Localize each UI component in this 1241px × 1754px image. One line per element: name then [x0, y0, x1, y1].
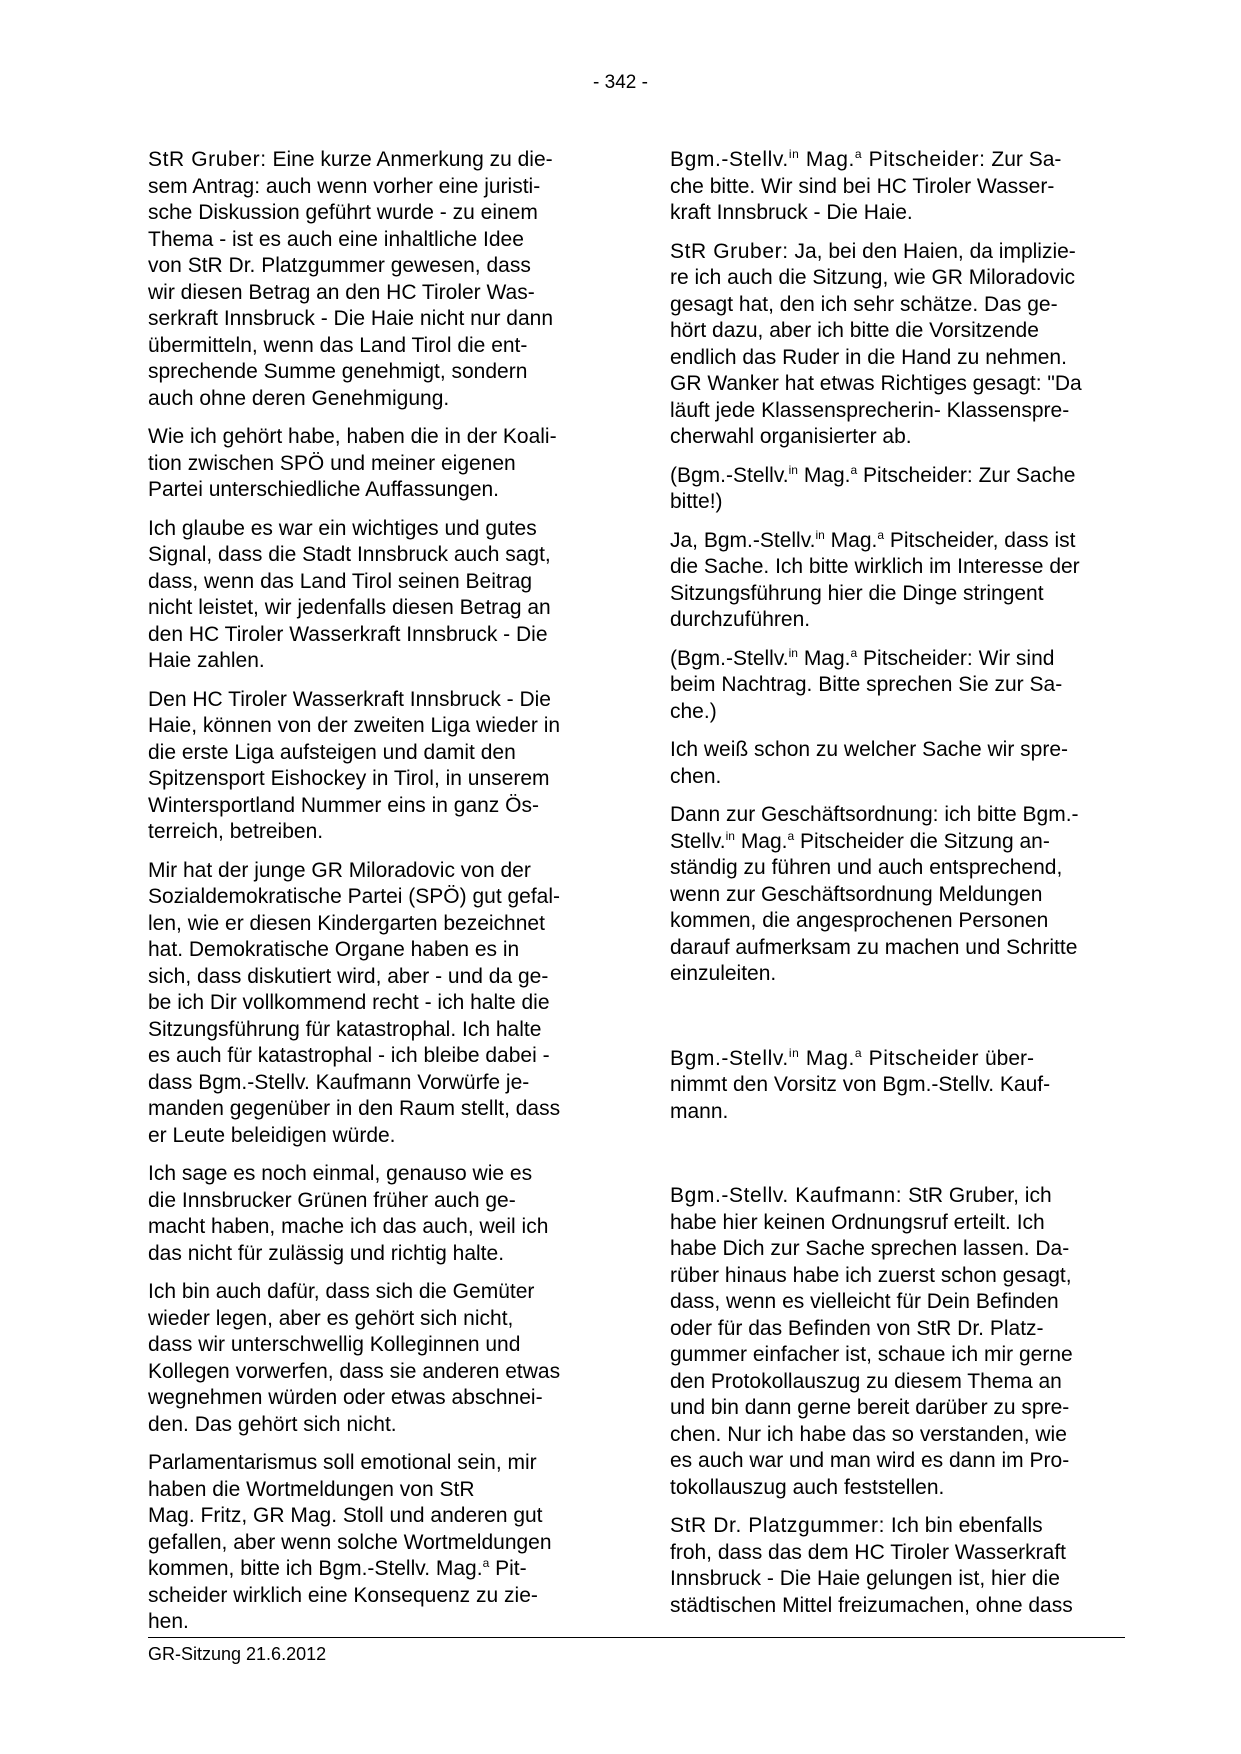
text-line: (Bgm.-Stellv.$^{in}$ Mag.$^a$ Pitscheider: Zur Sache	[670, 462, 1076, 487]
text-line: sich, dass diskutiert wird, aber - und da ge-	[148, 964, 549, 988]
text-line: kraft Innsbruck - Die Haie.	[670, 201, 913, 224]
paragraph	[670, 1183, 1130, 1501]
speaker-name: Bgm.-Stellv.$^{in}$ Mag.$^a$ Pitscheider	[670, 1045, 980, 1070]
text-line: läuft jede Klassensprecherin- Klassenspre-	[670, 398, 1070, 422]
text-line: scheider wirklich eine Konsequenz zu zie-	[148, 1583, 538, 1607]
text-line: Zur Sa-	[985, 148, 1062, 171]
text-line: die erste Liga aufsteigen und damit den	[148, 740, 516, 764]
paragraph	[670, 528, 1130, 634]
text-line: Kollegen vorwerfen, dass sie anderen etwas	[148, 1359, 561, 1383]
text-line: (Bgm.-Stellv.$^{in}$ Mag.$^a$ Pitscheider: Wir sind	[670, 645, 1055, 670]
paragraph	[670, 239, 1130, 451]
text-line: die Sache. Ich bitte wirklich im Interesse der	[670, 555, 1080, 578]
text-line: Ich bin ebenfalls	[885, 1514, 1043, 1537]
text-line: len, wie er diesen Kindergarten bezeichnet	[148, 911, 545, 935]
text-line: dass wir unterschwellig Kolleginnen und	[148, 1333, 521, 1356]
speaker-name: Bgm.-Stellv.$^{in}$ Mag.$^a$ Pitscheider:	[670, 147, 986, 171]
text-line: oder für das Befinden von StR Dr. Platz-	[670, 1316, 1044, 1340]
text-line: habe Dich zur Sache sprechen lassen. Da-	[670, 1237, 1070, 1260]
text-line: rüber hinaus habe ich zuerst schon gesagt,	[670, 1263, 1072, 1287]
text-line: Signal, dass die Stadt Innsbruck auch sagt,	[148, 543, 551, 566]
text-line: habe hier keinen Ordnungsruf erteilt. Ich	[670, 1210, 1045, 1234]
page-number: - 342 -	[593, 72, 648, 93]
text-line: Dann zur Geschäftsordnung: ich bitte Bgm.-	[670, 803, 1079, 826]
paragraph	[148, 1279, 603, 1438]
text-line: cherwahl organisierter ab.	[670, 425, 912, 448]
text-line: Haie, können von der zweiten Liga wieder in	[148, 714, 561, 737]
text-line: Sozialdemokratische Partei (SPÖ) gut gefal-	[148, 885, 561, 908]
text-line: kommen, bitte ich Bgm.-Stellv. Mag.$^a$ Pit-	[148, 1556, 527, 1580]
paragraph	[148, 858, 603, 1150]
text-line: Mir hat der junge GR Miloradovic von der	[148, 858, 531, 882]
speaker-name: StR Gruber:	[148, 148, 267, 171]
text-line: froh, dass das dem HC Tiroler Wasserkraft	[670, 1540, 1067, 1564]
left-column	[148, 147, 603, 1648]
text-line: terreich, betreiben.	[148, 820, 324, 843]
text-line: Sitzungsführung hier die Dinge stringent	[670, 581, 1044, 605]
text-line: mann.	[670, 1099, 729, 1123]
text-line: Haie zahlen.	[148, 649, 265, 672]
text-line: wieder legen, aber es gehört sich nicht,	[148, 1306, 514, 1330]
text-line: beim Nachtrag. Bitte sprechen Sie zur Sa-	[670, 673, 1063, 696]
paragraph	[148, 687, 603, 846]
text-line: wegnehmen würden oder etwas abschnei-	[148, 1386, 543, 1409]
text-line: wir diesen Betrag an den HC Tiroler Was-	[148, 280, 535, 304]
text-line: hört dazu, aber ich bitte die Vorsitzende	[670, 319, 1039, 342]
text-line: Mag. Fritz, GR Mag. Stoll und anderen gut	[148, 1504, 543, 1527]
text-line: dass Bgm.-Stellv. Kaufmann Vorwürfe je-	[148, 1070, 530, 1094]
text-line: Ja, bei den Haien, da implizie-	[788, 239, 1076, 263]
paragraph	[670, 1046, 1130, 1126]
text-line: den Protokollauszug zu diesem Thema an	[670, 1369, 1062, 1393]
text-line: Ich bin auch dafür, dass sich die Gemüter	[148, 1280, 535, 1303]
text-line: serkraft Innsbruck - Die Haie nicht nur dann	[148, 307, 554, 330]
text-line: nicht leistet, wir jedenfalls diesen Betrag an	[148, 596, 551, 619]
footer-divider	[148, 1637, 1125, 1638]
paragraph	[670, 147, 1130, 227]
text-line: be ich Dir vollkommend recht - ich halte die	[148, 991, 550, 1014]
text-line: darauf aufmerksam zu machen und Schritte	[670, 935, 1078, 959]
paragraph	[670, 802, 1130, 988]
text-line: Innsbruck - Die Haie gelungen ist, hier die	[670, 1567, 1060, 1590]
text-line: gefallen, aber wenn solche Wortmeldungen	[148, 1530, 552, 1554]
text-line: durchzuführen.	[670, 608, 811, 631]
text-line: Stellv.$^{in}$ Mag.$^a$ Pitscheider die Sitzung an-	[670, 828, 1050, 853]
text-line: bitte!)	[670, 490, 723, 513]
text-line: che bitte. Wir sind bei HC Tiroler Wasser-	[670, 174, 1055, 198]
text-line: dass, wenn das Land Tirol seinen Beitrag	[148, 569, 533, 593]
text-line: chen. Nur ich habe das so verstanden, wie	[670, 1422, 1067, 1446]
text-line: haben die Wortmeldungen von StR	[148, 1477, 475, 1501]
text-line: ständig zu führen und auch entsprechend,	[670, 856, 1063, 879]
paragraph	[670, 737, 1130, 790]
text-line: einzuleiten.	[670, 962, 777, 985]
text-line: Wie ich gehört habe, haben die in der Koali-	[148, 425, 557, 448]
speaker-name: Bgm.-Stellv. Kaufmann:	[670, 1184, 903, 1207]
text-line: StR Gruber, ich	[902, 1184, 1052, 1207]
text-line: sche Diskussion geführt wurde - zu einem	[148, 201, 538, 224]
text-line: er Leute beleidigen würde.	[148, 1123, 396, 1147]
text-line: macht haben, mache ich das auch, weil ich	[148, 1215, 549, 1238]
paragraph	[148, 424, 603, 504]
text-line: übermitteln, wenn das Land Tirol die ent-	[148, 333, 528, 357]
text-line: endlich das Ruder in die Hand zu nehmen.	[670, 345, 1067, 369]
text-line: auch ohne deren Genehmigung.	[148, 386, 450, 410]
text-line: sem Antrag: auch wenn vorher eine juristi-	[148, 174, 541, 198]
text-line: nimmt den Vorsitz von Bgm.-Stellv. Kauf-	[670, 1073, 1051, 1096]
text-line: dass, wenn es vielleicht für Dein Befinden	[670, 1290, 1059, 1313]
text-line: Spitzensport Eishockey in Tirol, in unserem	[148, 767, 550, 790]
footer-text: GR-Sitzung 21.6.2012	[148, 1644, 327, 1664]
paragraph	[148, 1161, 603, 1267]
text-line: gummer einfacher ist, schaue ich mir gerne	[670, 1343, 1073, 1366]
paragraph	[670, 463, 1130, 516]
text-line: tokollauszug auch feststellen.	[670, 1475, 945, 1499]
text-line: hen.	[148, 1610, 189, 1633]
text-line: von StR Dr. Platzgummer gewesen, dass	[148, 254, 531, 277]
paragraph	[148, 147, 603, 412]
text-line: Parlamentarismus soll emotional sein, mir	[148, 1451, 537, 1474]
paragraph	[148, 516, 603, 675]
text-line: chen.	[670, 764, 722, 788]
paragraph	[148, 1450, 603, 1636]
text-line: Sitzungsführung für katastrophal. Ich halte	[148, 1017, 542, 1041]
text-line: Ja, Bgm.-Stellv.$^{in}$ Mag.$^a$ Pitscheider, dass ist	[670, 527, 1076, 552]
text-line: über-	[979, 1046, 1034, 1070]
text-line: städtischen Mittel freizumachen, ohne dass	[670, 1593, 1073, 1617]
text-line: hat. Demokratische Organe haben es in	[148, 938, 520, 961]
text-line: Thema - ist es auch eine inhaltliche Idee	[148, 227, 524, 251]
text-line: die Innsbrucker Grünen früher auch ge-	[148, 1188, 516, 1212]
text-line: Den HC Tiroler Wasserkraft Innsbruck - Die	[148, 687, 551, 711]
text-line: und bin dann gerne bereit darüber zu spre-	[670, 1396, 1070, 1419]
speaker-name: StR Gruber:	[670, 239, 789, 263]
text-line: wenn zur Geschäftsordnung Meldungen	[670, 882, 1043, 906]
paragraph	[670, 646, 1130, 726]
right-column	[670, 147, 1130, 1631]
text-line: che.)	[670, 699, 717, 723]
text-line: das nicht für zulässig und richtig halte.	[148, 1241, 505, 1265]
text-line: den. Das gehört sich nicht.	[148, 1412, 397, 1436]
paragraph	[670, 1513, 1130, 1619]
text-line: Ich weiß schon zu welcher Sache wir spre-	[670, 738, 1068, 761]
text-line: den HC Tiroler Wasserkraft Innsbruck - Die	[148, 622, 548, 646]
text-line: Wintersportland Nummer eins in ganz Ös-	[148, 793, 539, 817]
text-line: Ich sage es noch einmal, genauso wie es	[148, 1162, 533, 1185]
text-line: es auch war und man wird es dann im Pro-	[670, 1449, 1070, 1472]
text-line: Ich glaube es war ein wichtiges und gutes	[148, 516, 537, 540]
text-line: Eine kurze Anmerkung zu die-	[266, 148, 553, 171]
text-line: re ich auch die Sitzung, wie GR Miloradovic	[670, 266, 1076, 289]
speaker-name: StR Dr. Platzgummer:	[670, 1514, 886, 1537]
text-line: gesagt hat, den ich sehr schätze. Das ge-	[670, 292, 1058, 316]
text-line: sprechende Summe genehmigt, sondern	[148, 360, 528, 383]
text-line: Partei unterschiedliche Auffassungen.	[148, 478, 500, 501]
text-line: manden gegenüber in den Raum stellt, dass	[148, 1097, 561, 1120]
text-line: tion zwischen SPÖ und meiner eigenen	[148, 451, 516, 475]
text-line: kommen, die angesprochenen Personen	[670, 909, 1049, 932]
text-line: GR Wanker hat etwas Richtiges gesagt: "Da	[670, 372, 1082, 395]
text-line: es auch für katastrophal - ich bleibe dabei -	[148, 1044, 550, 1067]
